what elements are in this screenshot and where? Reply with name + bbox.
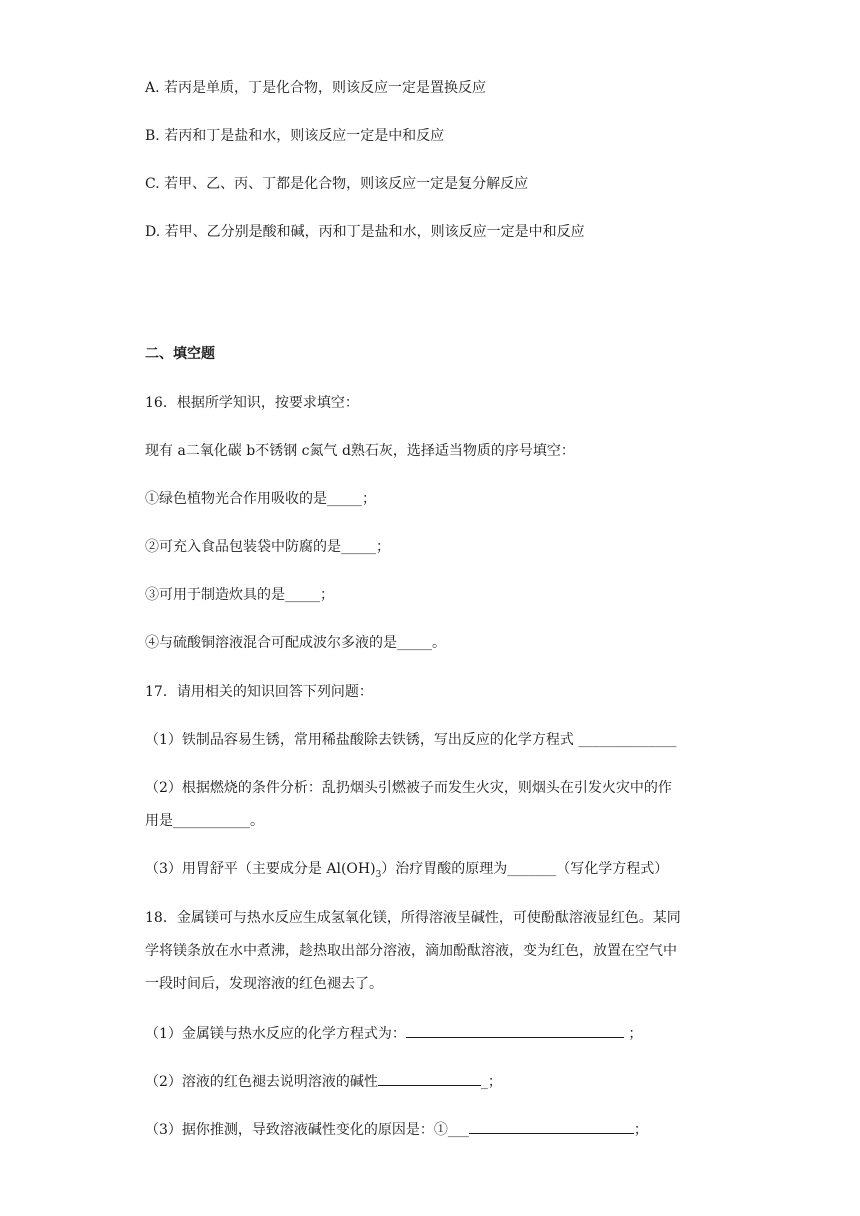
q16-item-2: ②可充入食品包装袋中防腐的是_____； [145,539,390,555]
q18-part-3-prefix: （3）据你推测，导致溶液碱性变化的原因是：①___ [145,1122,469,1138]
option-d: D. 若甲、乙分别是酸和碱，丙和丁是盐和水，则该反应一定是中和反应 [145,224,585,240]
q16-item-4: ④与硫酸铜溶液混合可配成波尔多液的是_____。 [145,635,446,651]
q16-stem: 16．根据所学知识，按要求填空： [145,395,359,411]
option-c: C. 若甲、乙、丙、丁都是化合物，则该反应一定是复分解反应 [145,176,529,192]
q18-part-1-prefix: （1）金属镁与热水反应的化学方程式为： [145,1026,406,1042]
q17-part-1: （1）铁制品容易生锈，常用稀盐酸除去铁锈，写出反应的化学方程式 ______________ [145,732,677,748]
q17-part-3-subscript: 3 [375,869,382,880]
q18-stem-line-2: 学将镁条放在水中煮沸，趁热取出部分溶液，滴加酚酞溶液，变为红色，放置在空气中 [145,943,677,959]
q17-part-2-line-2: 用是___________。 [145,813,264,829]
q17-stem: 17．请用相关的知识回答下列问题： [145,684,373,700]
q17-part-2-line-1: （2）根据燃烧的条件分析：乱扔烟头引燃被子而发生火灾，则烟头在引发火灾中的作 [145,780,672,796]
q18-stem-line-3: 一段时间后，发现溶液的红色褪去了。 [145,976,383,992]
answer-blank[interactable] [469,1120,634,1134]
q16-intro: 现有 a二氧化碳 b不锈钢 c氮气 d熟石灰，选择适当物质的序号填空： [145,443,575,459]
option-b: B. 若丙和丁是盐和水，则该反应一定是中和反应 [145,128,445,144]
q18-part-1 [145,1024,642,1043]
q17-part-3 [145,860,668,884]
q16-item-3: ③可用于制造炊具的是_____； [145,587,334,603]
q18-part-2-suffix: _； [480,1074,502,1090]
q18-part-2-prefix: （2）溶液的红色褪去说明溶液的碱性 [145,1074,378,1090]
answer-blank[interactable] [406,1024,624,1038]
q17-part-3-suffix: ）治疗胃酸的原理为_______（写化学方程式） [381,861,669,877]
q17-part-3-prefix: （3）用胃舒平（主要成分是 Al(OH) [145,861,376,877]
q18-part-3 [145,1120,648,1139]
q18-stem-line-1: 18．金属镁可与热水反应生成氢氧化镁，所得溶液呈碱性，可使酚酞溶液显红色。某同 [145,910,681,926]
option-a: A. 若丙是单质，丁是化合物，则该反应一定是置换反应 [145,80,487,96]
q18-part-2 [145,1072,502,1091]
q18-part-1-suffix: ； [623,1026,643,1042]
q16-item-1: ①绿色植物光合作用吸收的是_____； [145,491,376,507]
q18-part-3-suffix: ； [633,1122,648,1138]
section-title: 二、填空题 [145,346,215,362]
answer-blank[interactable] [378,1072,481,1086]
